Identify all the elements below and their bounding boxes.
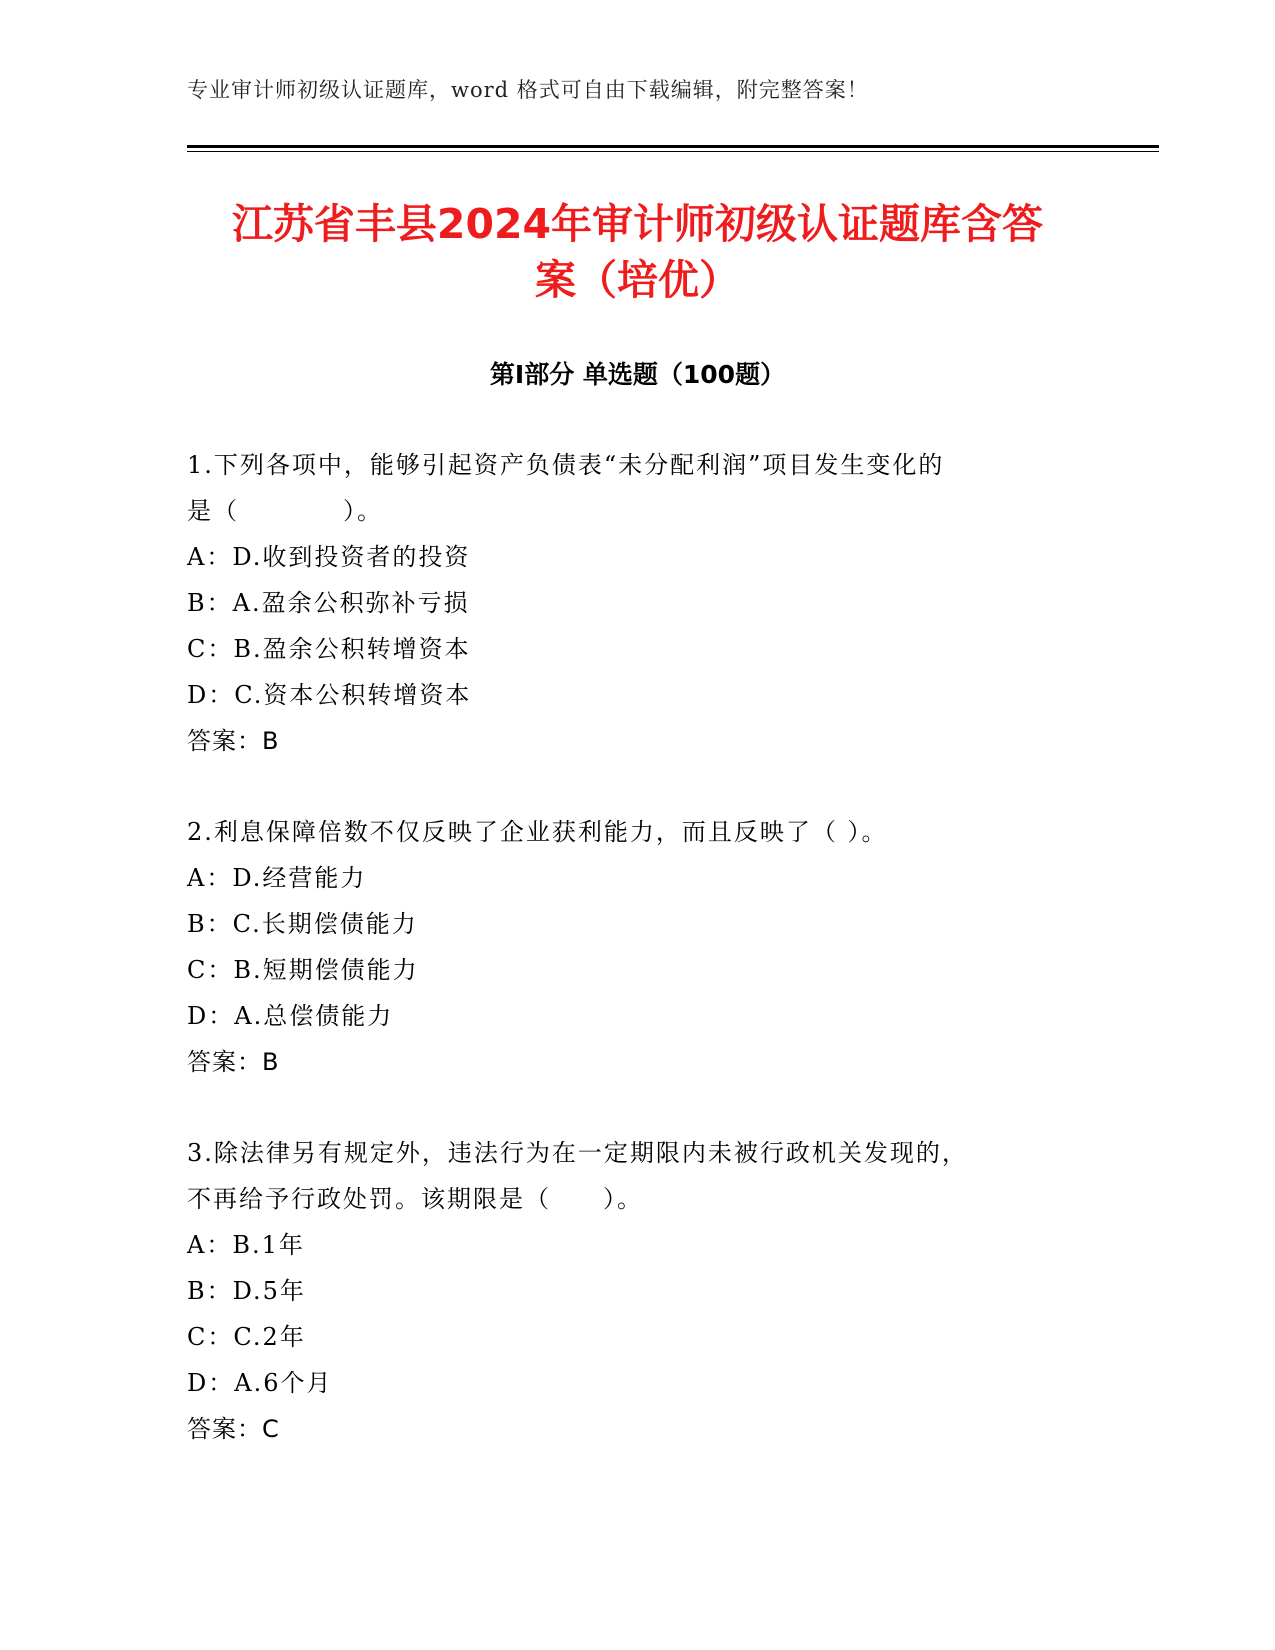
section-title: 第Ⅰ部分 单选题（100题） <box>489 360 786 389</box>
question-2 <box>187 809 1087 1085</box>
question-stem-line: 不再给予行政处罚。该期限是（ ）。 <box>187 1185 643 1213</box>
document-title-line-2: 案（培优） <box>535 256 740 304</box>
header-rule-thin <box>187 151 1159 152</box>
option-c: C：C.2年 <box>187 1323 306 1351</box>
answer-line: 答案：B <box>187 1048 280 1076</box>
answer-line: 答案：B <box>187 727 280 755</box>
option-b: B：A.盈余公积弥补亏损 <box>187 589 470 617</box>
option-a: A：D.收到投资者的投资 <box>187 543 471 571</box>
document-title <box>150 196 1125 308</box>
question-stem-line: 2.利息保障倍数不仅反映了企业获利能力，而且反映了（ ）。 <box>187 818 888 846</box>
option-c: C：B.短期偿债能力 <box>187 956 419 984</box>
header-note: 专业审计师初级认证题库，word 格式可自由下载编辑，附完整答案！ <box>187 78 869 102</box>
question-stem-line: 3.除法律另有规定外，违法行为在一定期限内未被行政机关发现的， <box>187 1139 968 1167</box>
option-a: A：B.1年 <box>187 1231 305 1259</box>
document-title-line-1: 江苏省丰县2024年审计师初级认证题库含答 <box>231 200 1044 248</box>
option-d: D：A.6个月 <box>187 1369 333 1397</box>
question-stem-line: 1.下列各项中，能够引起资产负债表“未分配利润”项目发生变化的 <box>187 451 945 479</box>
question-1 <box>187 442 1087 764</box>
option-b: B：D.5年 <box>187 1277 306 1305</box>
option-a: A：D.经营能力 <box>187 864 367 892</box>
answer-line: 答案：C <box>187 1415 280 1443</box>
header-rule-thick <box>187 145 1159 148</box>
question-list <box>187 442 1087 1497</box>
question-3 <box>187 1130 1087 1452</box>
option-d: D：A.总偿债能力 <box>187 1002 394 1030</box>
option-d: D：C.资本公积转增资本 <box>187 681 472 709</box>
question-stem-line: 是（ ）。 <box>187 497 383 525</box>
option-b: B：C.长期偿债能力 <box>187 910 418 938</box>
option-c: C：B.盈余公积转增资本 <box>187 635 471 663</box>
